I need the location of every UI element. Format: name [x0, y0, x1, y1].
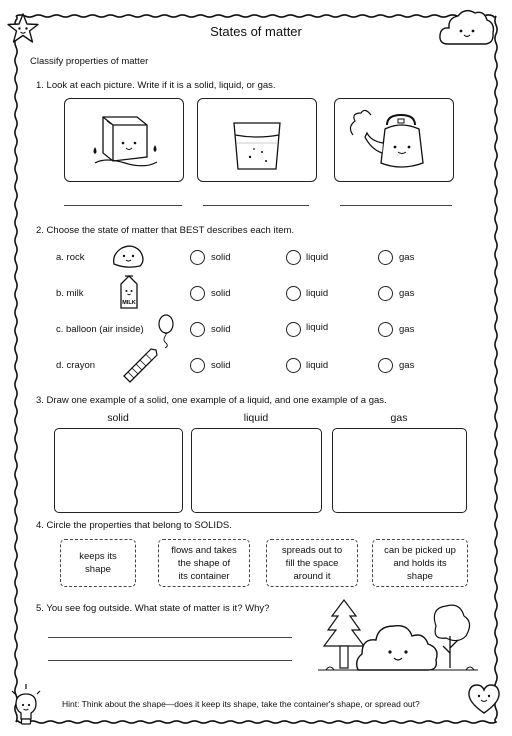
- answer-line-2[interactable]: [203, 205, 309, 206]
- lightbulb-icon: [6, 682, 46, 728]
- crayon-icon: [118, 346, 158, 386]
- draw-header-solid: solid: [107, 412, 129, 424]
- crayon-solid-label: solid: [211, 360, 231, 371]
- milk-gas-radio[interactable]: [378, 286, 393, 301]
- card2-line3: its container: [178, 570, 230, 582]
- water-glass-picture: [197, 98, 317, 182]
- rock-liquid-radio[interactable]: [286, 250, 301, 265]
- rock-liquid-label: liquid: [306, 252, 329, 263]
- balloon-icon: [156, 314, 176, 348]
- rock-icon: [110, 242, 146, 270]
- card3-line3: around it: [293, 570, 331, 582]
- round-tree-icon: [434, 605, 469, 668]
- card2-line1: flows and takes: [171, 544, 237, 556]
- milk-carton-label: MILK: [122, 300, 136, 306]
- milk-liquid-radio[interactable]: [286, 286, 301, 301]
- card1-line2: shape: [85, 564, 111, 575]
- draw-header-liquid: liquid: [243, 412, 269, 424]
- hint-text: Hint: Think about the shape—does it keep its shape, take the container's shape, or spread out?: [62, 699, 420, 709]
- property-card-1[interactable]: [60, 539, 136, 587]
- fog-answer-line-2[interactable]: [48, 660, 292, 661]
- card4-line3: shape: [407, 570, 433, 582]
- answer-line-3[interactable]: [340, 205, 452, 206]
- q2-prompt: 2. Choose the state of matter that BEST describes each item.: [36, 225, 295, 236]
- property-card-2[interactable]: [158, 539, 250, 587]
- item-rock-label: a. rock: [56, 252, 85, 263]
- milk-liquid-label: liquid: [306, 288, 329, 299]
- crayon-solid-radio[interactable]: [190, 358, 205, 373]
- crayon-liquid-radio[interactable]: [286, 358, 301, 373]
- milk-solid-radio[interactable]: [190, 286, 205, 301]
- crayon-liquid-label: liquid: [306, 360, 329, 371]
- draw-box-liquid[interactable]: [191, 428, 322, 513]
- draw-box-gas[interactable]: [332, 428, 467, 513]
- rock-gas-label: gas: [399, 252, 415, 263]
- page-subtitle: Classify properties of matter: [30, 56, 149, 67]
- balloon-liquid-radio[interactable]: [286, 322, 301, 337]
- property-card-4[interactable]: [372, 539, 468, 587]
- fog-cloud-icon: [357, 626, 437, 670]
- milk-carton-icon: [117, 274, 141, 310]
- kettle-picture: [334, 98, 454, 182]
- milk-gas-label: gas: [399, 288, 415, 299]
- item-balloon-label: c. balloon (air inside): [56, 324, 144, 335]
- fog-answer-line-1[interactable]: [48, 637, 292, 638]
- q4-prompt: 4. Circle the properties that belong to SOLIDS.: [36, 520, 232, 531]
- card4-line2: and holds its: [393, 557, 447, 569]
- rock-solid-radio[interactable]: [190, 250, 205, 265]
- balloon-liquid-label: liquid: [306, 322, 329, 333]
- crayon-gas-radio[interactable]: [378, 358, 393, 373]
- q1-prompt: 1. Look at each picture. Write if it is a solid, liquid, or gas.: [36, 80, 276, 91]
- q3-prompt: 3. Draw one example of a solid, one example of a liquid, and one example of a gas.: [36, 395, 387, 406]
- milk-solid-label: solid: [211, 288, 231, 299]
- ice-cube-icon: [65, 99, 183, 181]
- balloon-solid-label: solid: [211, 324, 231, 335]
- rock-gas-radio[interactable]: [378, 250, 393, 265]
- kettle-icon: [335, 99, 453, 181]
- fog-scene-illustration: [318, 598, 478, 678]
- card2-line2: the shape of: [177, 557, 231, 569]
- card1-line1: keeps its: [79, 551, 117, 562]
- heart-icon: [466, 682, 502, 716]
- answer-line-1[interactable]: [64, 205, 182, 206]
- card4-line1: can be picked up: [384, 544, 456, 556]
- item-crayon-label: d. crayon: [56, 360, 96, 371]
- card3-line1: spreads out to: [281, 544, 343, 556]
- crayon-gas-label: gas: [399, 360, 415, 371]
- card3-line2: fill the space: [285, 557, 339, 569]
- rock-solid-label: solid: [211, 252, 231, 263]
- balloon-solid-radio[interactable]: [190, 322, 205, 337]
- draw-box-solid[interactable]: [54, 428, 183, 513]
- draw-header-gas: gas: [390, 412, 408, 424]
- water-glass-icon: [198, 99, 316, 181]
- item-milk-label: b. milk: [56, 288, 84, 299]
- ice-cube-picture: [64, 98, 184, 182]
- property-card-3[interactable]: [266, 539, 358, 587]
- page-title: States of matter: [210, 24, 302, 39]
- balloon-gas-label: gas: [399, 324, 415, 335]
- balloon-gas-radio[interactable]: [378, 322, 393, 337]
- q5-prompt: 5. You see fog outside. What state of matter is it? Why?: [36, 603, 270, 614]
